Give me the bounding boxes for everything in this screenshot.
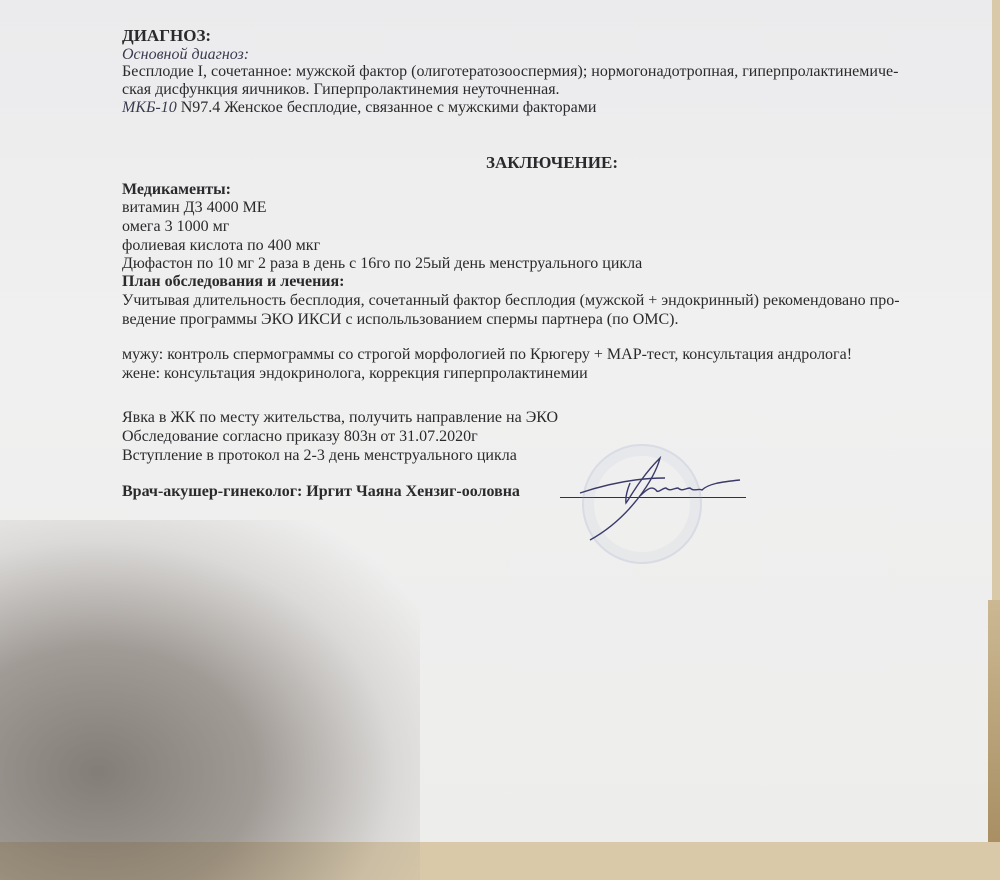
medications-heading: Медикаменты:	[122, 181, 231, 198]
doctor-signature-label: Врач-акушер-гинеколог: Иргит Чаяна Хензиг-ооловна	[122, 483, 520, 500]
plan-heading: План обследования и лечения:	[122, 273, 345, 290]
plan-line-husband: мужу: контроль спермограммы со строгой морфологией по Крюгеру + МАР-тест, консультация андролога!	[122, 346, 853, 363]
main-diagnosis-label: Основной диагноз:	[122, 46, 250, 63]
icd-code-line	[122, 98, 596, 117]
icd-code-text: N97.4 Женское бесплодие, связанное с мужскими факторами	[176, 99, 597, 116]
icd-code-label: МКБ-10	[122, 99, 177, 116]
plan-line: Учитывая длительность бесплодия, сочетанный фактор бесплодия (мужской + эндокринный) рекомендовано про-	[122, 292, 900, 309]
plan-line-wife: жене: консультация эндокринолога, коррекция гиперпролактинемии	[122, 365, 588, 382]
page-edge	[988, 600, 1000, 842]
medication-item: витамин Д3 4000 МЕ	[122, 199, 267, 216]
medication-item: омега 3 1000 мг	[122, 218, 230, 235]
referral-line: Обследование согласно приказу 803н от 31.07.2020г	[122, 428, 478, 445]
conclusion-heading: ЗАКЛЮЧЕНИЕ:	[486, 153, 618, 172]
diagnosis-text-line-2: ская дисфункция яичников. Гиперпролактинемия неуточненная.	[122, 81, 560, 98]
medication-item: фолиевая кислота по 400 мкг	[122, 237, 321, 254]
diagnosis-text-line-1: Бесплодие I, сочетанное: мужской фактор (олиготератозооспермия); нормогонадотропная, гиперпролактинемиче-	[122, 63, 899, 80]
plan-line: ведение программы ЭКО ИКСИ с испольльзованием спермы партнера (по ОМС).	[122, 311, 679, 328]
medication-item: Дюфастон по 10 мг 2 раза в день с 16го по 25ый день менструального цикла	[122, 255, 643, 272]
handwritten-signature-icon	[570, 448, 750, 548]
referral-line: Явка в ЖК по месту жительства, получить направление на ЭКО	[122, 409, 559, 426]
diagnosis-heading: ДИАГНОЗ:	[122, 26, 212, 45]
referral-line: Вступление в протокол на 2-3 день менструального цикла	[122, 447, 517, 464]
